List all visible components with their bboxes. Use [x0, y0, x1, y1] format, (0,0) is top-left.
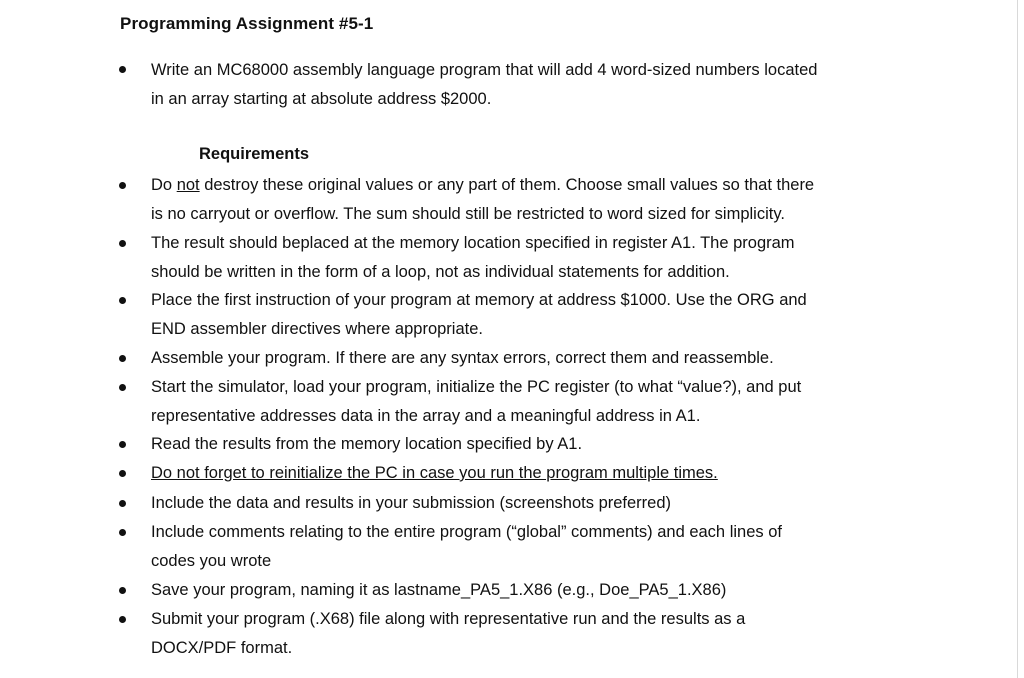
requirement-text: [151, 459, 911, 488]
bullet-dot-icon: [119, 297, 126, 304]
bullet-dot-icon: [119, 529, 126, 536]
requirement-text: Read the results from the memory location specified by A1.: [151, 435, 583, 453]
bullet-dot-icon: [119, 616, 126, 623]
requirement-text: Submit your program (.X68) file along with representative run and the results as a DOCX/PDF format.: [151, 610, 746, 657]
requirements-heading: Requirements: [199, 145, 310, 163]
bullet-dot-icon: [119, 182, 126, 189]
requirement-text: Save your program, naming it as lastname_PA5_1.X86 (e.g., Doe_PA5_1.X86): [151, 581, 727, 599]
reinitialize-pc-warning: Do not forget to reinitialize the PC in case you run the program multiple times.: [151, 464, 718, 482]
bullet-dot-icon: [119, 587, 126, 594]
bullet-dot-icon: [119, 441, 126, 448]
page-edge-divider: [1017, 0, 1018, 678]
assignment-title: Programming Assignment #5-1: [120, 14, 374, 33]
bullet-dot-icon: [119, 500, 126, 507]
bullet-dot-icon: [119, 384, 126, 391]
bullet-dot-icon: [119, 470, 126, 477]
requirement-text: Include comments relating to the entire program (“global” comments) and each lines of codes you wrote: [151, 523, 782, 570]
bullet-dot-icon: [119, 355, 126, 362]
requirement-text: Assemble your program. If there are any syntax errors, correct them and reassemble.: [151, 349, 774, 367]
requirement-text: Do not destroy these original values or any part of them. Choose small values so that there is no carryout or overflow. The sum should still be restricted to word sized for simplicity.: [151, 176, 815, 223]
requirement-text: Include the data and results in your submission (screenshots preferred): [151, 494, 672, 512]
requirement-text: Place the first instruction of your program at memory at address $1000. Use the ORG and END assembler directives where appropriate.: [151, 291, 807, 338]
requirement-text: Start the simulator, load your program, initialize the PC register (to what “value?), and put representative addresses data in the array and a meaningful address in A1.: [151, 378, 802, 425]
intro-text: Write an MC68000 assembly language program that will add 4 word-sized numbers located in an array starting at absolute address $2000.: [151, 61, 818, 108]
emphasis-not: not: [176, 176, 200, 194]
bullet-dot-icon: [119, 66, 126, 73]
bullet-dot-icon: [119, 240, 126, 247]
requirement-text: The result should beplaced at the memory location specified in register A1. The program should be written in the form of a loop, not as individual statements for addition.: [151, 234, 795, 281]
